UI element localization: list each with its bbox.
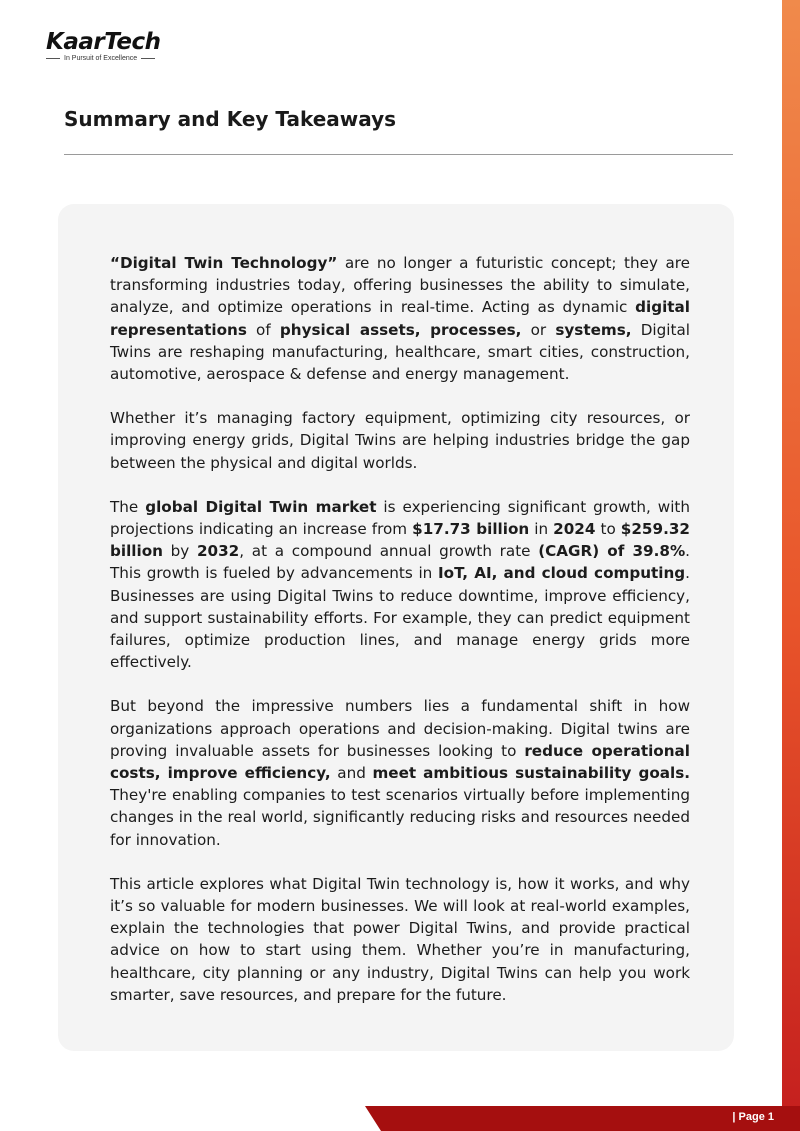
bold-text: meet ambitious sustainability goals. [372,764,691,783]
bold-text: global Digital Twin market [145,497,377,516]
logo-wordmark: KaarTech [46,29,161,55]
text-run: in [529,520,554,539]
text-run: , at a compound annual growth rate [239,542,539,561]
text-run: The [110,497,146,516]
text-run: . Businesses are using Digital Twins to reduce downtime, improve efficiency, and support sustainability efforts. For example, they can predict equipment failures, optimize production lines, and manage energy grids more effectively. [110,564,690,672]
text-run: . This growth is fueled by advancements in [110,542,690,583]
text-run: or [521,320,556,339]
bold-text: physical assets, processes, [279,320,522,339]
company-logo [46,30,176,62]
page-number: | Page 1 [732,1111,774,1123]
bold-text: $17.73 billion [412,520,530,539]
title-divider [64,154,733,155]
bold-text: digital representations [110,298,690,339]
text-run: Digital Twins are reshaping manufacturing, healthcare, smart cities, construction, automotive, aerospace & defense and energy management. [110,320,690,384]
bold-text: (CAGR) of 39.8% [538,542,686,561]
text-run: by [162,542,197,561]
bold-text: “Digital Twin Technology” [110,254,338,272]
body-paragraph [110,695,690,850]
bold-text: 2032 [196,542,240,561]
logo-tagline [46,55,176,62]
right-accent-bar [782,0,800,1131]
text-run: This article explores what Digital Twin technology is, how it works, and why it’s so valuable for modern businesses. We will look at real-world examples, explain the technologies that power Digital Twins, and provide practical advice on how to start using them. Whether you’re in manufacturing, healthcare, city planning or any industry, Digital Twins can help you work smarter, save resources, and prepare for the future. [110,874,690,1004]
text-run: But beyond the impressive numbers lies a fundamental shift in how organizations approach operations and decision-making. Digital twins are proving invaluable assets for businesses looking to [110,697,690,760]
bold-text: systems, [555,320,632,339]
text-run: are no longer a futuristic concept; they are transforming industries today, offering businesses the ability to simulate, analyze, and optimize operations in real-time. Acting as dynamic [110,254,691,317]
body-paragraph [110,252,690,385]
text-run: and [330,764,373,783]
tagline-dash-left [46,58,60,59]
body-paragraph [110,873,690,1006]
text-run: of [246,320,280,339]
bold-text: 2024 [553,520,596,539]
bold-text: IoT, AI, and cloud computing [438,564,686,583]
tagline-dash-right [141,58,155,59]
body-paragraph [110,407,690,474]
bold-text: $259.32 billion [110,520,690,561]
body-paragraph [110,496,690,674]
text-run: Whether it’s managing factory equipment, optimizing city resources, or improving energy grids, Digital Twins are helping industries bridge the gap between the physical and digital worlds. [110,409,690,472]
bold-text: reduce operational costs, improve efficiency, [110,741,690,783]
text-run: is experiencing significant growth, with projections indicating an increase from [110,497,690,539]
summary-body [110,252,690,1028]
page-title: Summary and Key Takeaways [64,107,397,131]
tagline-text: In Pursuit of Excellence [64,55,138,62]
text-run: They're enabling companies to test scenarios virtually before implementing changes in the real world, significantly reducing risks and resources needed for innovation. [110,786,690,849]
text-run: to [595,520,621,539]
